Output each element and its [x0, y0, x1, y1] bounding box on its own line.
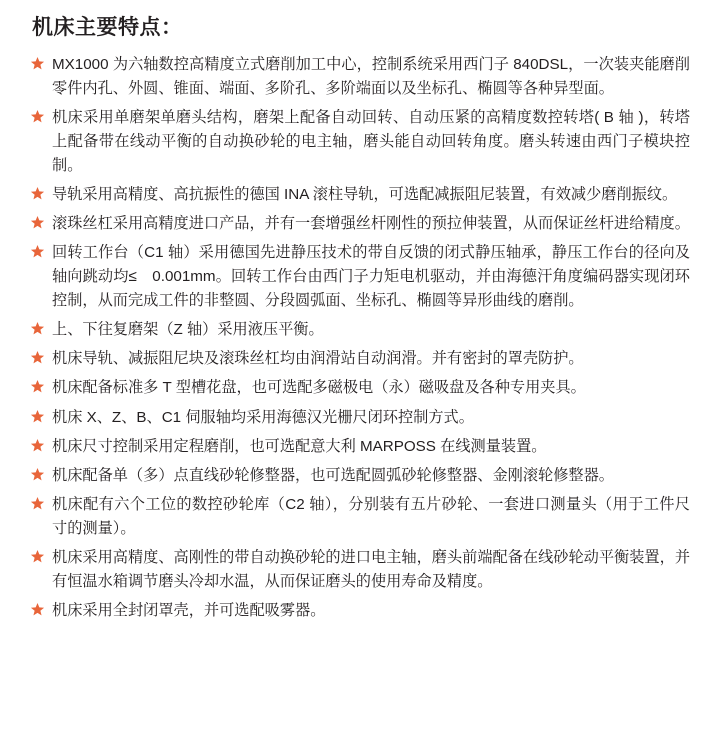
feature-text: 导轨采用高精度、高抗振性的德国 INA 滚柱导轨，可选配减振阻尼装置，有效减少磨削振纹。: [52, 186, 678, 204]
star-icon: [30, 379, 45, 394]
feature-text: MX1000 为六轴数控高精度立式磨削加工中心，控制系统采用西门子 840DSL，一次装夹能磨削零件内孔、外圆、锥面、端面、多阶孔、多阶端面以及坐标孔、椭圆等各种异型面。: [52, 56, 690, 98]
list-item: [30, 212, 696, 236]
feature-text: 上、下往复磨架（Z 轴）采用液压平衡。: [52, 321, 324, 339]
page-title: 机床主要特点：: [32, 16, 183, 39]
list-item: [30, 464, 696, 488]
feature-text: 机床采用全封闭罩壳，并可选配吸雾器。: [52, 601, 326, 619]
list-item: [30, 546, 696, 594]
feature-text: 机床尺寸控制采用定程磨削，也可选配意大利 MARPOSS 在线测量装置。: [52, 437, 547, 455]
star-icon: [30, 467, 45, 482]
feature-text: 机床导轨、减振阻尼块及滚珠丝杠均由润滑站自动润滑。并有密封的罩壳防护。: [52, 350, 584, 368]
feature-text: 机床采用单磨架单磨头结构，磨架上配备自动回转、自动压紧的高精度数控转塔( B 轴 )，转塔上配备带在线动平衡的自动换砂轮的电主轴，磨头能自动回转角度。磨头转速由西门子模块控制。: [52, 109, 690, 175]
list-item: [30, 318, 696, 342]
star-icon: [30, 215, 45, 230]
star-icon: [30, 602, 45, 617]
star-icon: [30, 321, 45, 336]
feature-text: 机床采用高精度、高刚性的带自动换砂轮的进口电主轴，磨头前端配备在线砂轮动平衡装置，并有恒温水箱调节磨头冷却水温，从而保证磨头的使用寿命及精度。: [52, 548, 690, 590]
feature-text: 机床 X、Z、B、C1 伺服轴均采用海德汉光栅尺闭环控制方式。: [52, 408, 474, 426]
list-item: [30, 347, 696, 371]
star-icon: [30, 350, 45, 365]
star-icon: [30, 496, 45, 511]
star-icon: [30, 186, 45, 201]
list-item: [30, 406, 696, 430]
list-item: [30, 376, 696, 400]
feature-list: [30, 53, 696, 622]
star-icon: [30, 109, 45, 124]
feature-text: 机床配备标准多 T 型槽花盘，也可选配多磁极电（永）磁吸盘及各种专用夹具。: [52, 379, 586, 397]
star-icon: [30, 438, 45, 453]
star-icon: [30, 409, 45, 424]
star-icon: [30, 244, 45, 259]
feature-text: 机床配有六个工位的数控砂轮库（C2 轴），分别装有五片砂轮、一套进口测量头（用于工件尺寸的测量）。: [52, 495, 690, 537]
star-icon: [30, 549, 45, 564]
list-item: [30, 435, 696, 459]
star-icon: [30, 56, 45, 71]
list-item: [30, 599, 696, 623]
list-item: [30, 106, 696, 178]
list-item: [30, 241, 696, 313]
feature-text: 滚珠丝杠采用高精度进口产品，并有一套增强丝杆刚性的预拉伸装置，从而保证丝杆进给精度。: [52, 215, 690, 233]
feature-text: 回转工作台（C1 轴）采用德国先进静压技术的带自反馈的闭式静压轴承，静压工作台的径向及轴向跳动均≤ 0.001mm。回转工作台由西门子力矩电机驱动，并由海德汗角度编码器实现闭环控制，从而完成工件的非整圆、分段圆弧面、坐标孔、椭圆等异形曲线的磨削。: [52, 244, 690, 310]
feature-text: 机床配备单（多）点直线砂轮修整器，也可选配圆弧砂轮修整器、金刚滚轮修整器。: [52, 466, 614, 484]
list-item: [30, 53, 696, 101]
list-item: [30, 183, 696, 207]
list-item: [30, 493, 696, 541]
